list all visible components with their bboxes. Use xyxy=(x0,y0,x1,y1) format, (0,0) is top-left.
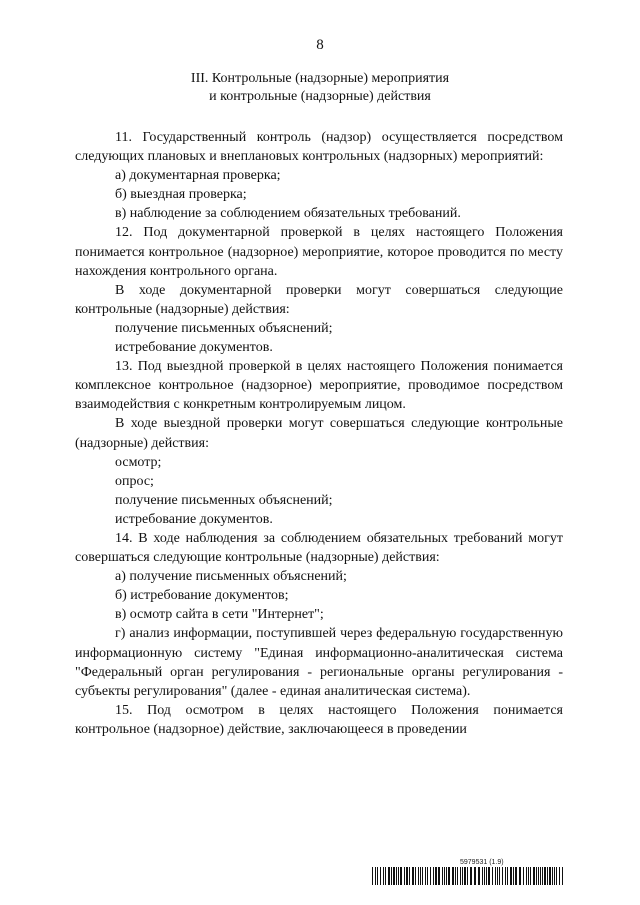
paragraph: 15. Под осмотром в целях настоящего Положения понимается контрольное (надзорное) действие, заключающееся в проведении xyxy=(75,702,563,737)
paragraph: истребование документов. xyxy=(115,511,273,527)
section-heading-line-1: III. Контрольные (надзорные) мероприятия xyxy=(190,71,450,86)
paragraph: б) выездная проверка; xyxy=(115,187,247,203)
paragraph: 11. Государственный контроль (надзор) осуществляется посредством следующих плановых и внеплановых контрольных (надзорных) мероприятий: xyxy=(75,130,563,165)
paragraph: а) получение письменных объяснений; xyxy=(115,569,347,585)
paragraph: получение письменных объяснений; xyxy=(115,320,333,336)
page-number: 8 xyxy=(316,37,324,53)
paragraph: б) истребование документов; xyxy=(115,588,289,604)
document-body xyxy=(75,128,563,739)
paragraph: 14. В ходе наблюдения за соблюдением обязательных требований могут совершаться следующие контрольные (надзорные) действия: xyxy=(75,530,563,566)
section-heading xyxy=(0,70,640,106)
paragraph: истребование документов. xyxy=(115,340,273,356)
paragraph: В ходе выездной проверки могут совершаться следующие контрольные (надзорные) действия: xyxy=(75,416,563,451)
paragraph: В ходе документарной проверки могут совершаться следующие контрольные (надзорные) действия: xyxy=(75,282,563,317)
paragraph: 12. Под документарной проверкой в целях настоящего Положения понимается контрольное (надзорное) мероприятие, которое проводится по месту нахождения контрольного органа. xyxy=(75,225,563,279)
barcode xyxy=(372,867,564,885)
paragraph: а) документарная проверка; xyxy=(115,168,281,184)
paragraph: г) анализ информации, поступившей через федеральную государственную информационную систему "Единая информационно-аналитическая система "Федеральный орган регулирования - региональные органы регулирования - субъекты регулирования" (далее - единая аналитическая система). xyxy=(75,626,563,699)
paragraph: получение письменных объяснений; xyxy=(115,492,333,508)
paragraph: 13. Под выездной проверкой в целях настоящего Положения понимается комплексное контрольное (надзорное) мероприятие, проводимое посредством взаимодействия с конкретным контролируемым лицом. xyxy=(75,359,563,413)
paragraph: в) наблюдение за соблюдением обязательных требований. xyxy=(115,206,461,222)
barcode-number: 5979531 (1.9) xyxy=(460,859,504,866)
paragraph: в) осмотр сайта в сети "Интернет"; xyxy=(115,607,324,623)
paragraph: опрос; xyxy=(115,473,154,489)
paragraph: осмотр; xyxy=(115,454,162,470)
section-heading-line-2: и контрольные (надзорные) действия xyxy=(209,89,431,104)
